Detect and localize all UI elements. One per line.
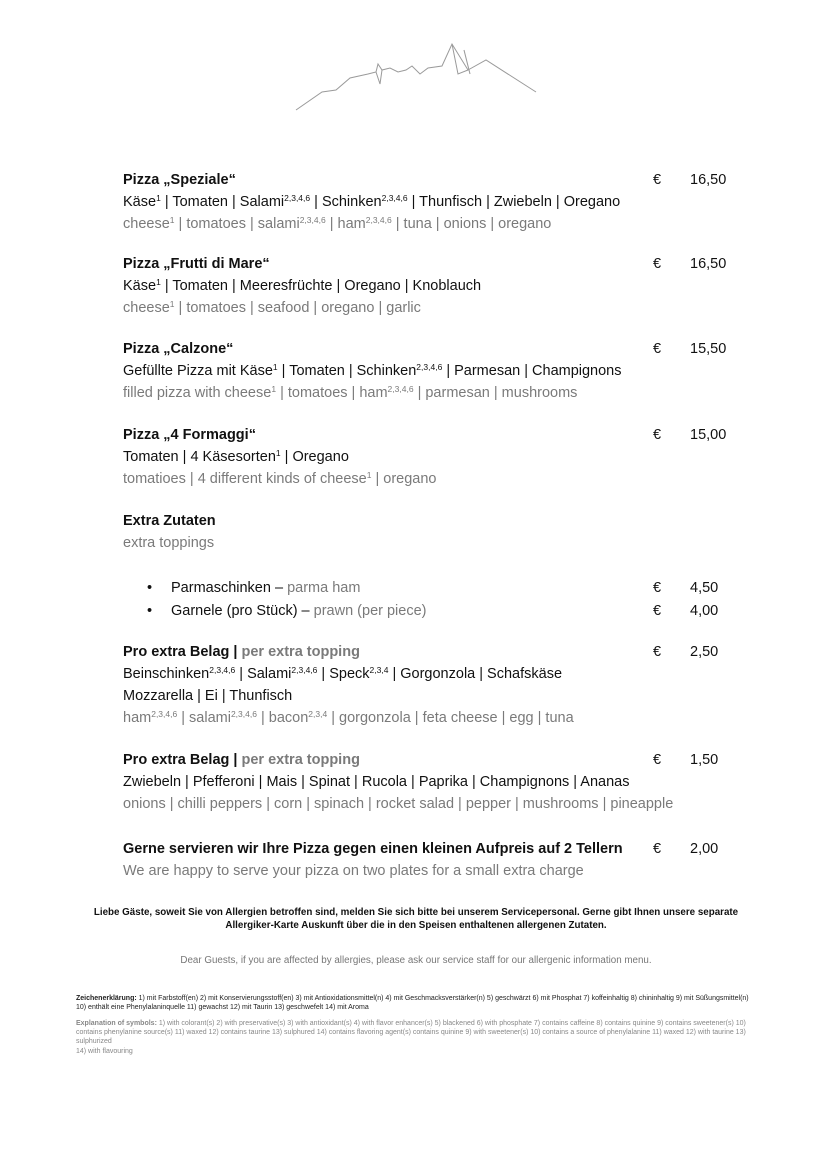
ingredient-text: | bacon [256,710,309,726]
item-price: 16,50 [690,256,727,272]
menu-item [123,169,733,235]
ingredient-text: | tomatoes | salami [174,216,300,232]
allergen-code: 1 [275,448,281,458]
allergen-code: 2,3,4 [369,665,389,675]
symbol-legend-en [76,1019,756,1056]
extra-name-en: parma ham [287,580,361,596]
allergen-code: 2,3,4,6 [291,665,318,675]
menu-item [123,424,733,490]
ingredient-text: | Parmesan | Champignons [442,363,622,379]
allergen-code: 1 [272,362,278,372]
ingredient-text: | Oregano [280,449,349,465]
topping-group [123,641,733,729]
item-ingredients-de [123,360,733,382]
extra-name-de: Parmaschinken – [171,580,288,596]
allergy-notice-en: Dear Guests, if you are affected by allergies, please ask our service staff for our allergenic information menu. [180,955,652,966]
legend-text-en: 1) with colorant(s) 2) with preservative(s) 3) with antioxidant(s) 4) with flavor enhancer(s) 5) blackened 6) with phosphate 7) contains caffeine 8) contains quinine 9) contains sweetener(s) 10) contains phenylanine source(s) 11) waxed 12) contains taurine 13) sulphured 14) contains flavoring agent(s) contains quinine 9) with sweetener(s) 10) contains a source of phenylalanine 11) waxed 12) with taurine 13) sulphurized [76,1020,746,1046]
menu-item [123,338,733,404]
topping-list-en [123,793,733,815]
mountain-logo-icon [292,40,538,112]
ingredient-text: Käse [123,278,157,294]
extra-name-de: Garnele (pro Stück) – [171,603,314,619]
allergen-code: 2,3,4,6 [381,193,408,203]
item-price: 15,00 [690,427,727,443]
two-plates-option [123,838,733,882]
extras-subtitle: extra toppings [123,535,215,551]
extra-item [123,577,733,599]
ingredient-text: Zwiebeln | Pfefferoni | Mais | Spinat | Rucola | Paprika | Champignons | Ananas [123,774,630,790]
legend-label-de: Zeichenerklärung: [76,995,137,1002]
ingredient-text: | Schinken [310,194,382,210]
bullet-icon: • [147,580,153,596]
ingredient-text: | gorgonzola | feta cheese | egg | tuna [327,710,574,726]
item-ingredients-de [123,446,733,468]
ingredient-text: | parmesan | mushrooms [413,385,578,401]
allergen-code: 1 [271,384,277,394]
item-title: Pizza „Speziale“ [123,172,236,188]
currency-symbol: € [653,172,662,188]
legend-label-en: Explanation of symbols: [76,1020,157,1027]
currency-symbol: € [653,644,662,660]
allergen-code: 2,3,4,6 [299,215,326,225]
ingredient-text: ham [123,710,152,726]
ingredient-text: cheese [123,216,170,232]
allergen-code: 1 [156,277,161,287]
ingredient-text: | ham [325,216,366,232]
ingredient-text: tomatioes | 4 different kinds of cheese [123,471,367,487]
ingredient-text: onions | chilli peppers | corn | spinach | rocket salad | pepper | mushrooms | pineapple [123,796,674,812]
ingredient-text: | Salami [235,666,292,682]
item-price: 15,50 [690,341,727,357]
allergen-code: 2,3,4,6 [209,665,236,675]
item-ingredients-en [123,213,733,235]
allergen-code: 1 [169,215,175,225]
ingredient-text: | Tomaten | Meeresfrüchte | Oregano | Knoblauch [160,278,482,294]
topping-list-de-continued [123,685,733,707]
currency-symbol: € [653,341,662,357]
allergen-code: 2,3,4,6 [284,193,311,203]
topping-price: 1,50 [690,752,719,768]
extra-price: 4,50 [690,580,719,596]
currency-symbol: € [653,256,662,272]
currency-symbol: € [653,580,662,596]
allergen-code: 1 [169,299,175,309]
topping-list-en [123,707,733,729]
allergen-code: 2,3,4,6 [416,362,443,372]
allergen-code: 2,3,4 [308,709,328,719]
ingredient-text: | tomatoes | ham [276,385,388,401]
extras-section [123,510,733,554]
ingredient-text: | salami [177,710,231,726]
item-title: Pizza „4 Formaggi“ [123,427,256,443]
currency-symbol: € [653,841,662,857]
symbol-legend-de [76,994,756,1012]
currency-symbol: € [653,752,662,768]
allergy-notice-de: Liebe Gäste, soweit Sie von Allergien betroffen sind, melden Sie sich bitte bei unserem Servicepersonal. Gerne gibt Ihnen unsere separate Allergiker-Karte Auskunft über die in den Speisen enthaltenen allergenen Zutaten. [93,907,739,931]
extra-price: 4,00 [690,603,719,619]
ingredient-text: | Tomaten | Salami [160,194,285,210]
allergen-code: 1 [156,193,161,203]
item-ingredients-de [123,275,733,297]
topping-title-en: per extra topping [241,752,360,768]
ingredient-text: | Speck [317,666,370,682]
plates-en: We are happy to serve your pizza on two plates for a small extra charge [123,863,584,879]
allergen-code: 2,3,4,6 [230,709,257,719]
plates-price: 2,00 [690,841,719,857]
item-ingredients-de [123,191,733,213]
topping-group [123,749,733,815]
menu-item [123,253,733,319]
ingredient-text: | tomatoes | seafood | oregano | garlic [174,300,421,316]
item-title: Pizza „Calzone“ [123,341,234,357]
ingredient-text: Käse [123,194,157,210]
topping-title-de: Pro extra Belag | [123,752,242,768]
plates-title: Gerne servieren wir Ihre Pizza gegen einen kleinen Aufpreis auf 2 Tellern [123,841,623,857]
topping-price: 2,50 [690,644,719,660]
topping-title-en: per extra topping [241,644,360,660]
ingredient-text: Gefüllte Pizza mit Käse [123,363,273,379]
ingredient-text: | tuna | onions | oregano [391,216,552,232]
ingredient-text: | Gorgonzola | Schafskäse [388,666,563,682]
item-title: Pizza „Frutti di Mare“ [123,256,270,272]
currency-symbol: € [653,603,662,619]
bullet-icon: • [147,603,153,619]
topping-title-de: Pro extra Belag | [123,644,242,660]
allergen-code: 2,3,4,6 [387,384,414,394]
ingredient-text: cheese [123,300,170,316]
legend-text-en-tail: 14) with flavouring [76,1047,133,1055]
ingredient-text: | Tomaten | Schinken [277,363,417,379]
extras-title: Extra Zutaten [123,513,216,529]
ingredient-text: Tomaten | 4 Käsesorten [123,449,276,465]
ingredient-text: Beinschinken [123,666,210,682]
allergen-code: 2,3,4,6 [365,215,392,225]
extra-name-en: prawn (per piece) [313,603,427,619]
ingredient-text: | oregano [371,471,437,487]
legend-text-de: 1) mit Farbstoff(en) 2) mit Konservierungsstoff(en) 3) mit Antioxidationsmittel(n) 4) mit Geschmacksverstärker(n) 5) geschwärzt 6) mit Phosphat 7) koffeinhaltig 8) chininhaltig 9) mit Süßungsmittel(n) 10) enthält eine Phenylalaninquelle 11) gewachst 12) mit Taurin 13) geschwefelt 14) mit Aroma [76,995,749,1012]
allergen-code: 2,3,4,6 [151,709,178,719]
item-ingredients-en [123,382,733,404]
extra-item [123,600,733,622]
item-ingredients-en [123,297,733,319]
topping-list-de [123,663,733,685]
item-ingredients-en [123,468,733,490]
allergen-code: 1 [366,470,372,480]
ingredient-text: Mozzarella | Ei | Thunfisch [123,688,293,704]
ingredient-text: filled pizza with cheese [123,385,272,401]
currency-symbol: € [653,427,662,443]
ingredient-text: | Thunfisch | Zwiebeln | Oregano [407,194,621,210]
item-price: 16,50 [690,172,727,188]
topping-list-de [123,771,733,793]
